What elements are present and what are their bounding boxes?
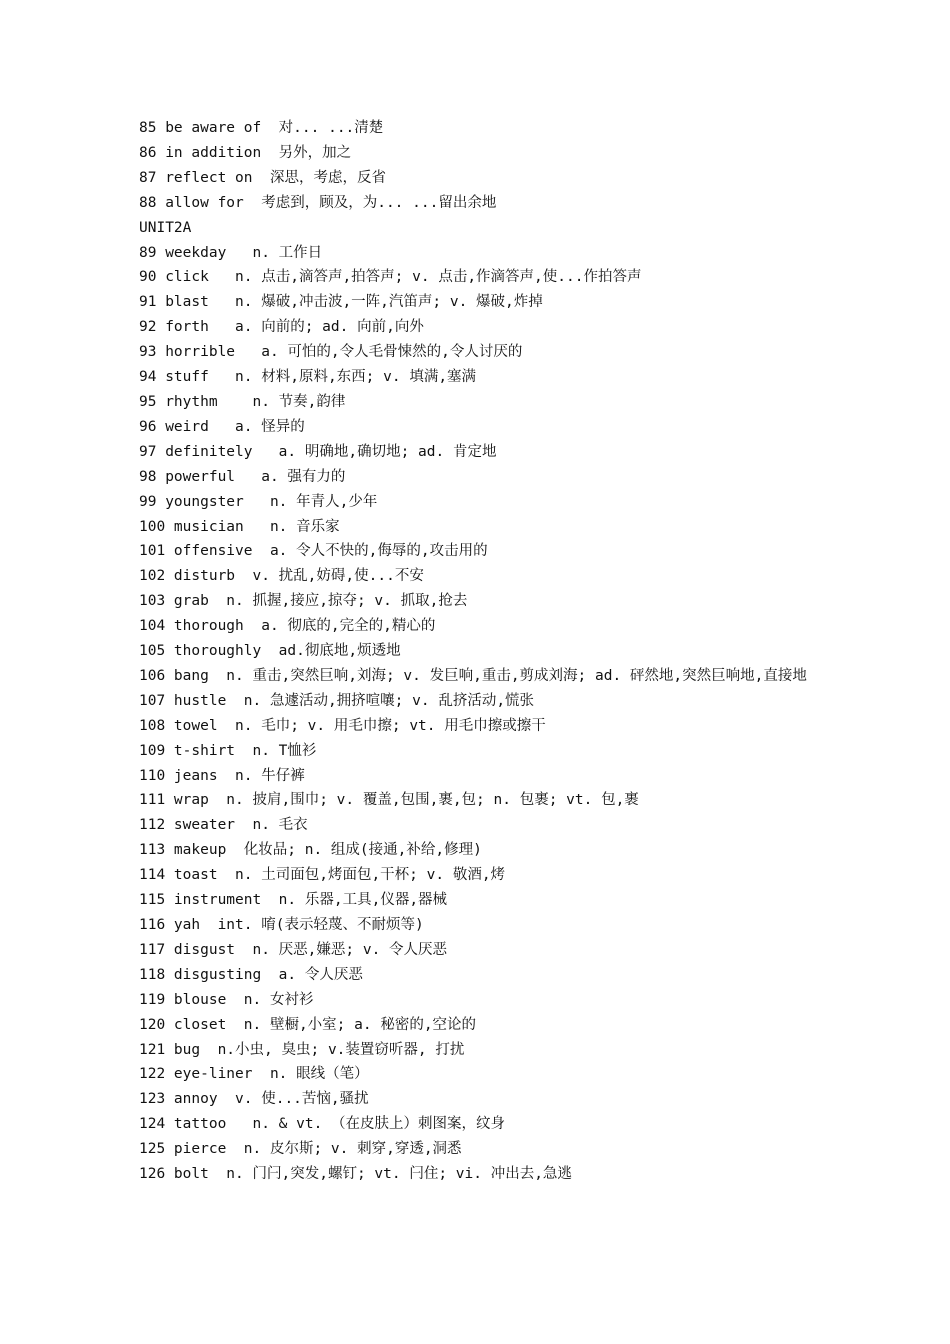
vocab-entry-117: 117 disgust n. 厌恶,嫌恶; v. 令人厌恶 bbox=[139, 941, 448, 958]
vocab-entry-97: 97 definitely a. 明确地,确切地; ad. 肯定地 bbox=[139, 443, 497, 460]
vocab-entry-103: 103 grab n. 抓握,接应,掠夺; v. 抓取,抢去 bbox=[139, 593, 468, 610]
vocab-entry-96: 96 weird a. 怪异的 bbox=[139, 418, 305, 435]
vocab-entry-89: 89 weekday n. 工作日 bbox=[139, 244, 323, 261]
vocab-entry-85: 85 be aware of 对... ...清楚 bbox=[139, 120, 384, 136]
vocab-entry-118: 118 disgusting a. 令人厌恶 bbox=[139, 966, 363, 983]
vocab-entry-115: 115 instrument n. 乐器,工具,仪器,器械 bbox=[139, 892, 448, 909]
vocab-entry-93: 93 horrible a. 可怕的,令人毛骨悚然的,令人讨厌的 bbox=[139, 344, 523, 361]
unit-heading: UNIT2A bbox=[139, 219, 192, 236]
vocab-entry-120: 120 closet n. 壁橱,小室; a. 秘密的,空论的 bbox=[139, 1016, 477, 1033]
vocab-entry-104: 104 thorough a. 彻底的,完全的,精心的 bbox=[139, 618, 436, 635]
vocab-entry-107: 107 hustle n. 急遽活动,拥挤喧嚷; v. 乱挤活动,慌张 bbox=[139, 692, 535, 709]
vocab-entry-98: 98 powerful a. 强有力的 bbox=[139, 468, 346, 485]
vocab-entry-100: 100 musician n. 音乐家 bbox=[139, 518, 340, 535]
vocab-entry-110: 110 jeans n. 牛仔裤 bbox=[139, 767, 305, 784]
vocab-entry-113: 113 makeup 化妆品; n. 组成(接通,补给,修理) bbox=[139, 842, 482, 859]
vocab-entry-111: 111 wrap n. 披肩,围巾; v. 覆盖,包围,裹,包; n. 包裹; vt. 包,裹 bbox=[139, 792, 639, 809]
vocab-entry-92: 92 forth a. 向前的; ad. 向前,向外 bbox=[139, 319, 424, 336]
vocab-entry-95: 95 rhythm n. 节奏,韵律 bbox=[139, 393, 346, 410]
vocab-entry-114: 114 toast n. 土司面包,烤面包,干杯; v. 敬酒,烤 bbox=[139, 867, 506, 884]
vocab-entry-116: 116 yah int. 唷(表示轻蔑、不耐烦等) bbox=[139, 917, 424, 933]
vocab-entry-126: 126 bolt n. 门闩,突发,螺钉; vt. 闩住; vi. 冲出去,急逃 bbox=[139, 1166, 572, 1183]
vocab-entry-86: 86 in addition 另外，加之 bbox=[139, 144, 352, 161]
vocab-entry-99: 99 youngster n. 年青人,少年 bbox=[139, 493, 378, 510]
vocab-entry-108: 108 towel n. 毛巾; v. 用毛巾擦; vt. 用毛巾擦或擦干 bbox=[139, 717, 546, 734]
vocab-entry-109: 109 t-shirt n. T恤衫 bbox=[139, 742, 317, 759]
vocab-entry-88: 88 allow for 考虑到，顾及，为... ...留出余地 bbox=[139, 194, 497, 211]
vocabulary-page bbox=[139, 116, 829, 1187]
vocab-entry-90: 90 click n. 点击,滴答声,拍答声; v. 点击,作滴答声,使...作拍答声 bbox=[139, 269, 642, 286]
vocab-entry-105: 105 thoroughly ad.彻底地,烦透地 bbox=[139, 643, 401, 660]
vocab-entry-101: 101 offensive a. 令人不快的,侮辱的,攻击用的 bbox=[139, 543, 488, 560]
vocab-entry-94: 94 stuff n. 材料,原料,东西; v. 填满,塞满 bbox=[139, 369, 477, 386]
vocab-entry-119: 119 blouse n. 女衬衫 bbox=[139, 991, 314, 1008]
vocab-entry-87: 87 reflect on 深思，考虑，反省 bbox=[139, 169, 386, 186]
vocab-entry-125: 125 pierce n. 皮尔斯; v. 刺穿,穿透,洞悉 bbox=[139, 1141, 462, 1158]
vocab-entry-121: 121 bug n.小虫, 臭虫; v.装置窃听器, 打扰 bbox=[139, 1041, 465, 1058]
vocab-entry-91: 91 blast n. 爆破,冲击波,一阵,汽笛声; v. 爆破,炸掉 bbox=[139, 294, 543, 311]
vocab-entry-112: 112 sweater n. 毛衣 bbox=[139, 817, 308, 834]
vocab-entry-124: 124 tattoo n. & vt. （在皮肤上）刺图案，纹身 bbox=[139, 1116, 506, 1133]
vocab-entry-106: 106 bang n. 重击,突然巨响,刘海; v. 发巨响,重击,剪成刘海; ad. 砰然地,突然巨响地,直接地 bbox=[139, 667, 807, 684]
vocab-entry-102: 102 disturb v. 扰乱,妨碍,使...不安 bbox=[139, 568, 424, 585]
vocab-entry-123: 123 annoy v. 使...苦恼,骚扰 bbox=[139, 1091, 369, 1108]
vocab-entry-122: 122 eye-liner n. 眼线（笔） bbox=[139, 1066, 369, 1083]
